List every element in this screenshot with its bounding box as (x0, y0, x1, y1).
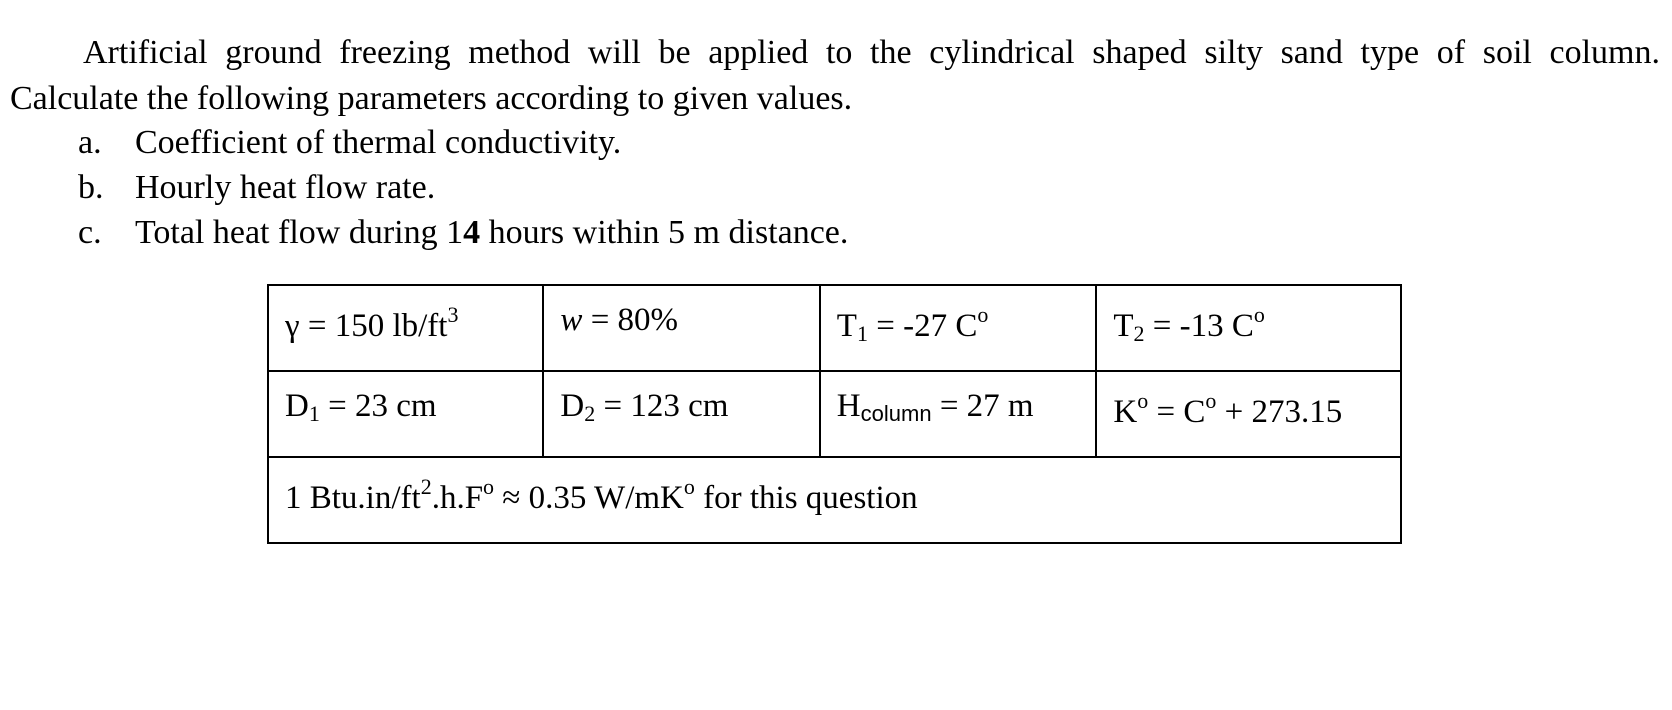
conv-part-4: for this question (694, 480, 918, 516)
table-row (268, 371, 1401, 457)
list-item-text-bold: 4 (463, 214, 481, 251)
k-sup-2: o (1205, 388, 1217, 413)
h-sub: column (860, 401, 932, 426)
d1-value: = 23 cm (319, 388, 437, 424)
list-item-text-before: Total heat flow during 1 (135, 214, 464, 251)
d1-sub: 1 (308, 401, 320, 426)
t2-symbol: T (1113, 308, 1134, 344)
k-mid: = C (1148, 394, 1206, 430)
conv-sup-1: 2 (420, 474, 432, 499)
cell-t1 (820, 285, 1097, 371)
conv-sup-2: o (483, 474, 495, 499)
gamma-sup: 3 (447, 302, 459, 327)
t1-sup: o (977, 302, 989, 327)
t2-sub: 2 (1133, 321, 1145, 346)
cell-unit-conversion (268, 457, 1401, 543)
cell-water-content (543, 285, 819, 371)
conv-part-3: ≈ 0.35 W/mK (494, 480, 684, 516)
w-value: = 80% (582, 302, 679, 338)
k-sup-1: o (1137, 388, 1149, 413)
table-row (268, 285, 1401, 371)
conv-part-1: 1 Btu.in/ft (285, 480, 421, 516)
t1-value: = -27 C (867, 308, 978, 344)
list-marker: b. (78, 169, 104, 206)
t2-sup: o (1253, 302, 1265, 327)
cell-kelvin-conversion (1096, 371, 1401, 457)
intro-line-1: Artificial ground freezing method will be applied to the cylindrical shaped silty sand type of soil column. (83, 34, 1660, 71)
t1-sub: 1 (856, 321, 868, 346)
t2-value: = -13 C (1144, 308, 1254, 344)
conv-sup-3: o (683, 474, 695, 499)
cell-unit-weight (268, 285, 543, 371)
list-item-text: Coefficient of thermal conductivity. (135, 124, 622, 161)
gamma-symbol: γ (285, 308, 300, 344)
d2-symbol: D (560, 388, 585, 424)
intro-line-2: Calculate the following parameters according to given values. (10, 80, 853, 117)
cell-column-height (820, 371, 1097, 457)
d2-value: = 123 cm (595, 388, 729, 424)
list-marker: c. (78, 214, 102, 251)
given-values-table (267, 284, 1402, 544)
gamma-value: = 150 lb/ft (299, 308, 448, 344)
list-item-text: Hourly heat flow rate. (135, 169, 436, 206)
list-marker: a. (78, 124, 102, 161)
list-item-text (135, 210, 848, 255)
cell-t2 (1096, 285, 1401, 371)
table-row (268, 457, 1401, 543)
t1-symbol: T (836, 308, 857, 344)
h-value: = 27 m (931, 388, 1034, 424)
k-symbol: K (1113, 394, 1138, 430)
cell-d1 (268, 371, 543, 457)
conv-part-2: .h.F (431, 480, 484, 516)
k-value: + 273.15 (1216, 394, 1343, 430)
h-symbol: H (836, 388, 861, 424)
w-symbol: w (560, 302, 583, 338)
d1-symbol: D (285, 388, 309, 424)
d2-sub: 2 (584, 401, 596, 426)
list-item-text-after: hours within 5 m distance. (480, 214, 849, 251)
question-intro (10, 30, 1660, 122)
cell-d2 (543, 371, 819, 457)
